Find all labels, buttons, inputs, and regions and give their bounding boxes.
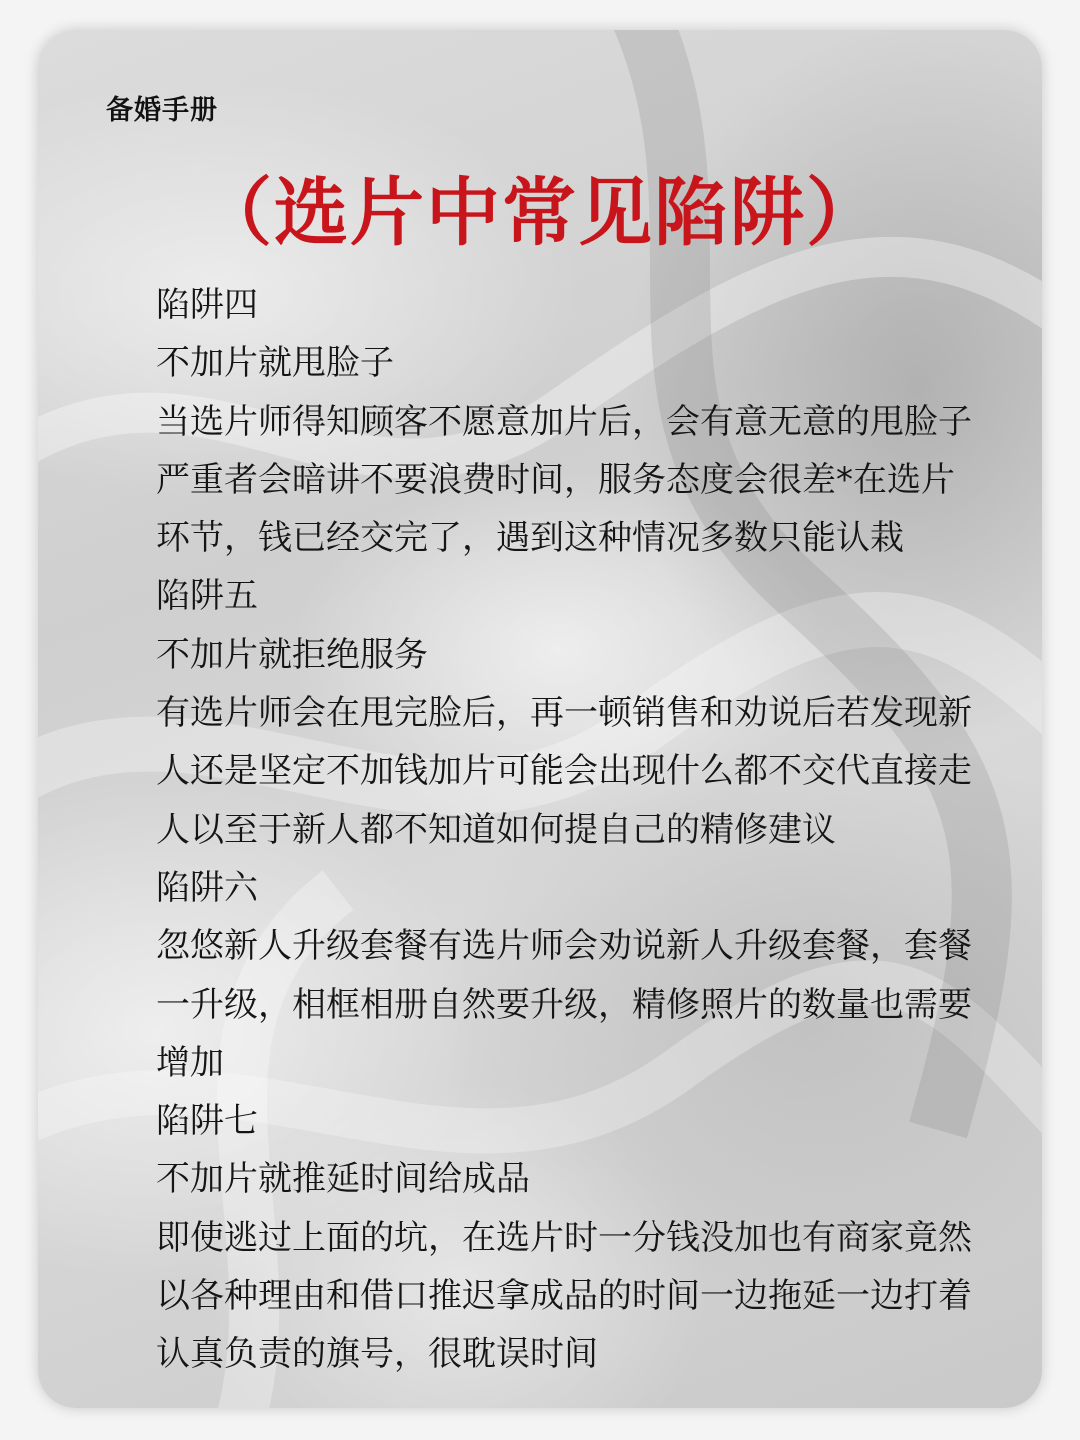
booklet-label: 备婚手册 [106, 95, 218, 126]
body-line: 当选片师得知顾客不愿意加片后，会有意无意的甩脸子 [156, 401, 972, 442]
body-line: 认真负责的旗号，很耽误时间 [156, 1334, 598, 1375]
body-line: 环节，钱已经交完了，遇到这种情况多数只能认栽 [156, 518, 904, 559]
section-heading: 陷阱四 [156, 285, 258, 325]
body-line: 人以至于新人都不知道如何提自己的精修建议 [156, 809, 836, 850]
article-body [156, 276, 1016, 1384]
body-line: 忽悠新人升级套餐有选片师会劝说新人升级套餐，套餐 [156, 926, 972, 967]
body-line: 人还是坚定不加钱加片可能会出现什么都不交代直接走 [156, 751, 972, 792]
body-line: 有选片师会在甩完脸后，再一顿销售和劝说后若发现新 [156, 693, 972, 734]
section-subtitle: 不加片就推延时间给成品 [156, 1159, 530, 1200]
body-line: 一升级，相框相册自然要升级，精修照片的数量也需要 [156, 984, 972, 1025]
body-line: 增加 [156, 1042, 224, 1083]
section-subtitle: 不加片就甩脸子 [156, 343, 394, 384]
body-line: 以各种理由和借口推迟拿成品的时间一边拖延一边打着 [156, 1276, 972, 1317]
section-subtitle: 不加片就拒绝服务 [156, 634, 428, 675]
section-heading: 陷阱五 [156, 576, 258, 617]
content-card [38, 30, 1042, 1408]
body-line: 严重者会暗讲不要浪费时间，服务态度会很差*在选片 [156, 459, 955, 500]
page-title: （选片中常见陷阱） [198, 170, 882, 256]
section-heading: 陷阱六 [156, 867, 258, 908]
body-line: 即使逃过上面的坑，在选片时一分钱没加也有商家竟然 [156, 1217, 972, 1258]
section-heading: 陷阱七 [156, 1101, 258, 1142]
